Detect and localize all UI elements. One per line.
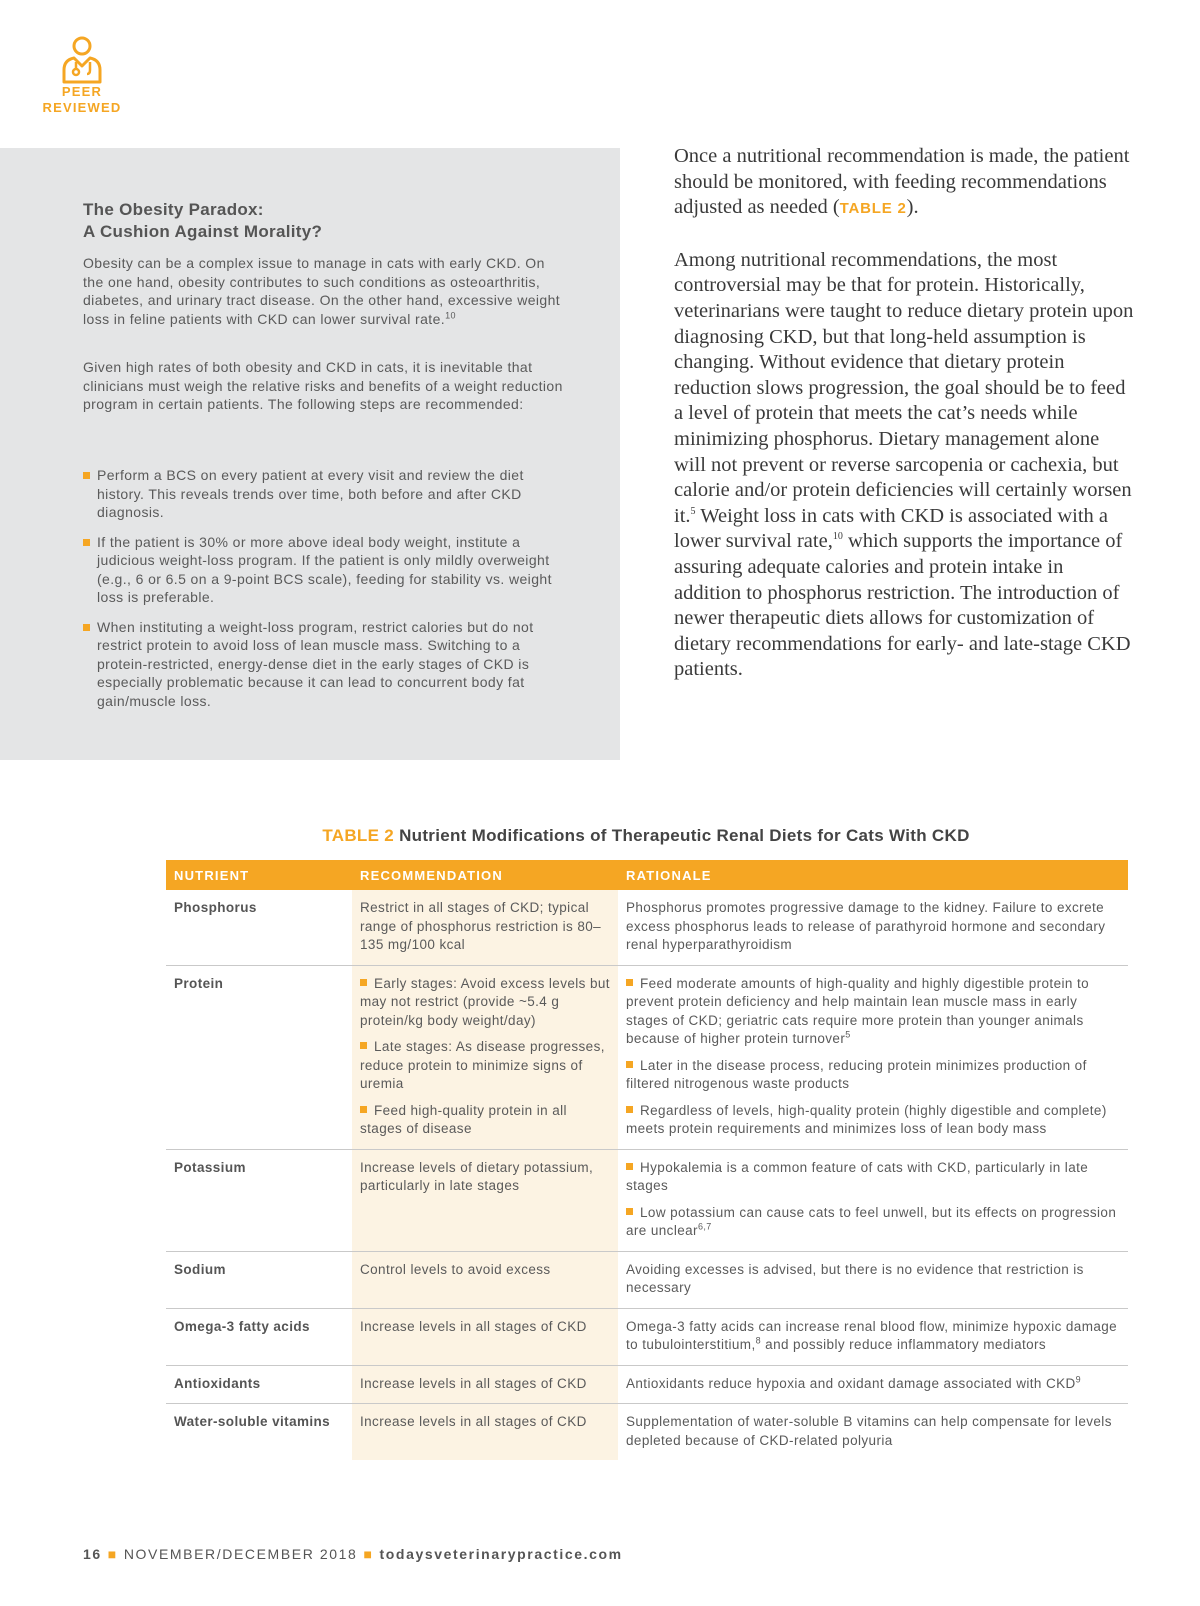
table-row: Antioxidants Increase levels in all stages of CKD Antioxidants reduce hypoxia and oxidant damage associated with CKD$^9$: [166, 1365, 1128, 1404]
table-header-row: [166, 860, 1128, 890]
header-recommendation: RECOMMENDATION: [352, 860, 618, 890]
table-row: Water-soluble vitamins Increase levels in all stages of CKD Supplementation of water-soluble B vitamins can help compensate for levels depleted because of CKD-related polyuria: [166, 1404, 1128, 1461]
header-rationale: RATIONALE: [618, 860, 1128, 890]
table-row: Omega-3 fatty acids Increase levels in all stages of CKD Omega-3 fatty acids can increase renal blood flow, minimize hypoxic damage to tubulointerstitium,$^8$ and possibly reduce inflammatory mediators: [166, 1308, 1128, 1365]
article-body: [674, 144, 1134, 683]
table-title: TABLE 2 Nutrient Modifications of Therapeutic Renal Diets for Cats With CKD: [322, 826, 970, 845]
badge-label-1: PEER: [61, 84, 103, 99]
website-link[interactable]: todaysveterinarypractice.com: [379, 1546, 623, 1562]
sidebar-paragraph-2: Given high rates of both obesity and CKD in cats, it is inevitable that clinicians must weigh the relative risks and benefits of a weight reduction program in certain patients. The following steps are recommended:: [83, 359, 563, 412]
doctor-icon: [58, 34, 106, 84]
list-item: When instituting a weight-loss program, restrict calories but do not restrict protein to avoid loss of lean muscle mass. Switching to a protein-restricted, energy-dense diet in the early stages of CKD is especially problematic because it can lead to concurrent body fat gain/muscle loss.: [83, 618, 563, 711]
table-row: Potassium Increase levels of dietary potassium, particularly in late stages Hypokalemia is a common feature of cats with CKD, particularly in late stages Low potassium can cause cats to feel unwell, but its effects on progression are unclear$^{6,7}$: [166, 1149, 1128, 1251]
table-2-link[interactable]: TABLE 2: [839, 200, 907, 218]
obesity-paradox-sidebar: [0, 148, 620, 760]
body-paragraph-2: Among nutritional recommendations, the most controversial may be that for protein. Historically, veterinarians were taught to reduce dietary protein upon diagnosing CKD, but that long-held assumption is changing. Without evidence that dietary protein reduction slows progression, the goal should be to feed a level of protein that meets the cat’s needs while minimizing phosphorus. Dietary management alone will not prevent or reverse sarcopenia or cachexia, but calorie and/or protein deficiencies will certainly worsen it.$^5$ Weight loss in cats with CKD is associated with a lower survival rate,$^{10}$ which supports the importance of assuring adequate calories and protein intake in addition to phosphorus restriction. The introduction of newer therapeutic diets allows for customization of dietary recommendations for early- and late-stage CKD patients.: [674, 248, 1134, 681]
list-item: If the patient is 30% or more above ideal body weight, institute a judicious weight-loss program. If the patient is only mildly overweight (e.g., 6 or 6.5 on a 9-point BCS scale), feeding for stability vs. weight loss is preferable.: [83, 533, 563, 607]
page-number: 16: [83, 1546, 102, 1562]
nutrient-table: [166, 860, 1128, 1460]
page-footer: 16 ■ NOVEMBER/DECEMBER 2018 ■ todaysveterinarypractice.com: [83, 1546, 623, 1562]
table-row: Protein Early stages: Avoid excess levels but may not restrict (provide ~5.4 g protein/kg body weight/day) Late stages: As disease progresses, reduce protein to minimize signs of uremia Feed high-quality protein in all stages of disease Feed moderate amounts of high-quality and highly digestible protein to prevent protein deficiency and help maintain lean muscle mass in early stages of CKD; geriatric cats require more protein than younger animals because of higher protein turnover$^5$ Later in the disease process, reducing protein minimizes production of filtered nitrogenous waste products Regardless of levels, high-quality protein (highly digestible and complete) meets protein requirements and minimizes loss of lean body mass: [166, 965, 1128, 1149]
header-nutrient: NUTRIENT: [166, 860, 352, 890]
table-row: Sodium Control levels to avoid excess Avoiding excesses is advised, but there is no evidence that restriction is necessary: [166, 1251, 1128, 1308]
sidebar-title: The Obesity Paradox: A Cushion Against Morality?: [83, 200, 323, 241]
issue-date: NOVEMBER/DECEMBER 2018: [123, 1546, 358, 1562]
sidebar-bullet-list: [83, 466, 563, 721]
badge-label-2: REVIEWED: [42, 100, 122, 115]
sidebar-paragraph-1: Obesity can be a complex issue to manage in cats with early CKD. On the one hand, obesity contributes to such conditions as osteoarthritis, diabetes, and urinary tract disease. On the other hand, excessive weight loss in feline patients with CKD can lower survival rate.$^{10}$: [83, 255, 561, 327]
peer-reviewed-badge: [36, 34, 128, 116]
list-item: Perform a BCS on every patient at every visit and review the diet history. This reveals trends over time, both before and after CKD diagnosis.: [83, 466, 563, 522]
table-row: Phosphorus Restrict in all stages of CKD; typical range of phosphorus restriction is 80–135 mg/100 kcal Phosphorus promotes progressive damage to the kidney. Failure to excrete excess phosphorus leads to release of parathyroid hormone and secondary renal hyperparathyroidism: [166, 890, 1128, 965]
body-paragraph-1: Once a nutritional recommendation is made, the patient should be monitored, with feeding recommendations adjusted as needed (TABLE 2).: [674, 145, 1130, 219]
